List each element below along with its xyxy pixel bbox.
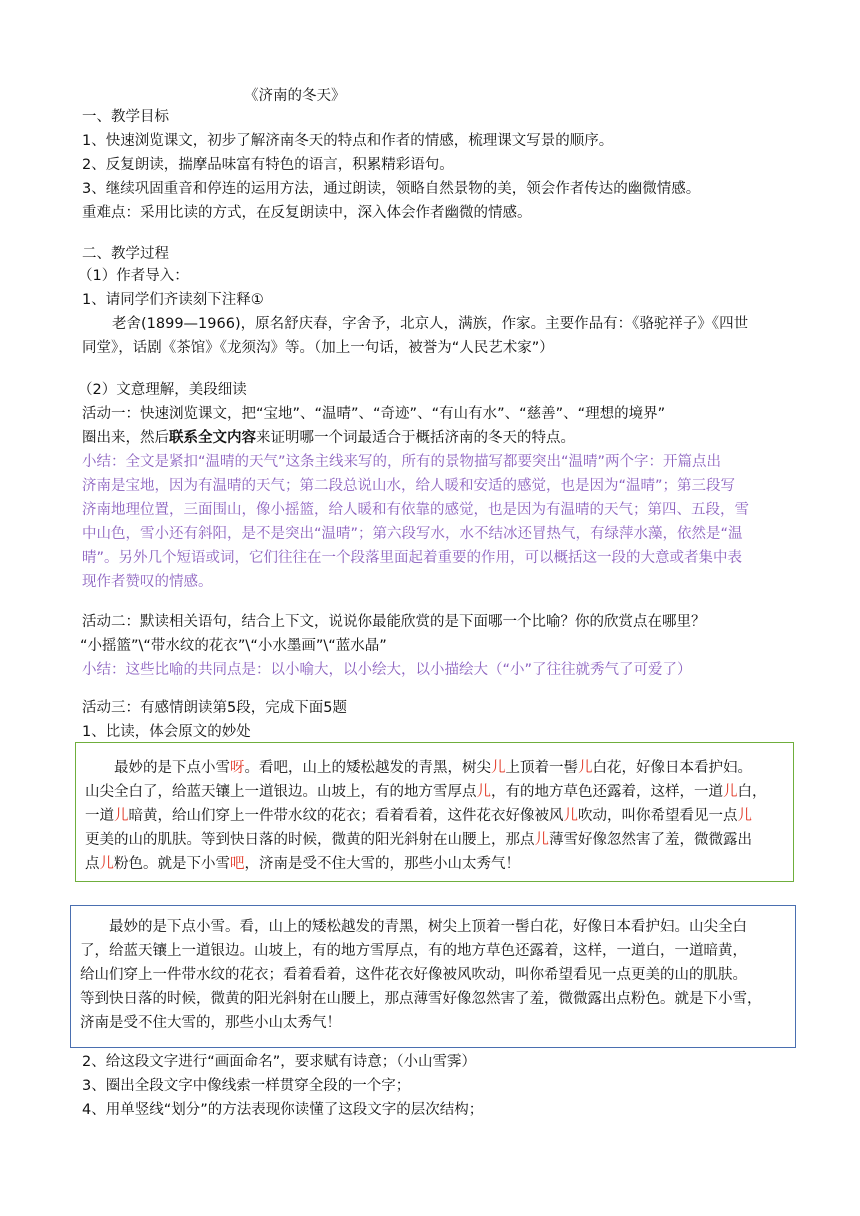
- highlight-char: 儿: [114, 808, 129, 824]
- modified-text-line: 了，给蓝天镶上一道银边。山坡上，有的地方雪厚点，有的地方草色还露着，这样，一道白，一道暗黄，: [80, 943, 747, 959]
- modified-text-line: 等到快日落的时候，微黄的阳光斜射在山腰上，那点薄雪好像忽然害了羞，微微露出点粉色。就是下小雪，: [80, 991, 762, 1007]
- activity-one-text: 圈出来，然后: [82, 430, 169, 446]
- goal-item: 1、快速浏览课文，初步了解济南冬天的特点和作者的情感，梳理课文写景的顺序。: [82, 133, 614, 149]
- activity-one-text: 来证明哪一个词最适合于概括济南的冬天的特点。: [256, 430, 575, 446]
- section-heading-goals: 一、教学目标: [82, 109, 169, 125]
- highlight-char: 儿: [491, 760, 506, 776]
- original-text-box: [75, 742, 794, 882]
- key-difficulty: 重难点：采用比读的方式，在反复朗读中，深入体会作者幽微的情感。: [82, 205, 532, 221]
- text-run: 一道: [85, 808, 114, 824]
- summary-one-line: 小结：全文是紧扣“温晴的天气”这条主线来写的，所有的景物描写都要突出“温晴”两个字：开篇点出: [82, 454, 722, 470]
- question-four: 4、用单竖线“划分”的方法表现你读懂了这段文字的层次结构；: [82, 1102, 484, 1118]
- modified-text-line: 最妙的是下点小雪。看，山上的矮松越发的青黑，树尖上顶着一髻白花，好像日本看护妇。山尖全白: [109, 919, 747, 935]
- highlight-char: 吧: [230, 856, 245, 872]
- question-two: 2、给这段文字进行“画面命名”，要求赋有诗意；（小山雪霁）: [82, 1054, 476, 1070]
- activity-one-emphasis: 联系全文内容: [169, 430, 256, 446]
- summary-one-line: 中山色，雪小还有斜阳，是不是突出“温晴”；第六段写水，水不结冰还冒热气，有绿萍水藻，依然是“温: [82, 526, 743, 542]
- text-run: 更美的山的肌肤。等到快日落的时候，微黄的阳光斜射在山腰上，那点: [85, 832, 535, 848]
- text-run: 上顶着一髻: [505, 760, 578, 776]
- original-text-line: [114, 758, 752, 778]
- text-run: ，有的地方草色还露着，这样，一道: [491, 784, 723, 800]
- modified-text-line: 给山们穿上一件带水纹的花衣；看着看着，这件花衣好像被风吹动，叫你希望看见一点更美的山的肌肤。: [80, 967, 747, 983]
- part-heading-reading: （2）文意理解，美段细读: [78, 382, 247, 398]
- highlight-char: 儿: [476, 784, 491, 800]
- highlight-char: 儿: [578, 760, 593, 776]
- text-run: 白，: [737, 784, 767, 800]
- author-note-line: 老舍(1899—1966)，原名舒庆春，字舍予，北京人，满族，作家。主要作品有：《骆驼祥子》《四世: [112, 316, 749, 332]
- goal-item: 3、继续巩固重音和停连的运用方法，通过朗读，领略自然景物的美，领会作者传达的幽微情感。: [82, 181, 701, 197]
- highlight-char: 儿: [737, 808, 752, 824]
- text-run: 暗黄，给山们穿上一件带水纹的花衣；看着看着，这件花衣好像被风: [128, 808, 564, 824]
- highlight-char: 儿: [723, 784, 738, 800]
- summary-two: 小结：这些比喻的共同点是：以小喻大，以小绘大，以小描绘大（“小”了往往就秀气了可爱了）: [82, 662, 692, 678]
- question-three: 3、圈出全段文字中像线索一样贯穿全段的一个字；: [82, 1078, 411, 1094]
- text-run: 最妙的是下点小雪: [114, 760, 230, 776]
- highlight-char: 儿: [99, 856, 114, 872]
- text-run: 点: [85, 856, 100, 872]
- summary-one-line: 晴”。另外几个短语或词，它们往往在一个段落里面起着重要的作用，可以概括这一段的大意或者集中表: [82, 550, 743, 566]
- original-text-line: [85, 782, 767, 802]
- text-run: 吹动，叫你希望看见一点: [578, 808, 738, 824]
- activity-two: 活动二：默读相关语句，结合上下文，说说你最能欣赏的是下面哪一个比喻？你的欣赏点在哪里？: [82, 614, 706, 630]
- activity-three: 活动三：有感情朗读第5段，完成下面5题: [82, 700, 347, 716]
- metaphor-options: “小摇篮”\“带水纹的花衣”\“小水墨画”\“蓝水晶”: [80, 638, 387, 654]
- section-heading-process: 二、教学过程: [82, 246, 169, 262]
- highlight-char: 儿: [534, 832, 549, 848]
- summary-one-line: 现作者赞叹的情感。: [82, 574, 213, 590]
- summary-one-line: 济南是宝地，因为有温晴的天气；第二段总说山水，给人暖和安适的感觉，也是因为“温晴”；第三段写: [82, 478, 736, 494]
- summary-one-line: 济南地理位置，三面围山，像小摇篮，给人暖和有依靠的感觉，也是因为有温晴的天气；第四、五段，雪: [82, 502, 749, 518]
- modified-text-line: 济南是受不住大雪的，那些小山太秀气！: [80, 1015, 341, 1031]
- original-text-line: [85, 830, 752, 850]
- author-note-line: 同堂》，话剧《茶馆》《龙须沟》等。（加上一句话，被誉为“人民艺术家”）: [82, 340, 554, 356]
- activity-one-line: [82, 428, 575, 448]
- part-heading-author: （1）作者导入：: [78, 268, 189, 284]
- text-run: 山尖全白了，给蓝天镶上一道银边。山坡上，有的地方雪厚点: [85, 784, 477, 800]
- document-title: 《济南的冬天》: [244, 88, 346, 104]
- task-item: 1、请同学们齐读刻下注释①: [82, 292, 264, 308]
- text-run: 薄雪好像忽然害了羞，微微露出: [549, 832, 752, 848]
- text-run: 。看吧，山上的矮松越发的青黑，树尖: [244, 760, 491, 776]
- text-run: ，济南是受不住大雪的，那些小山太秀气！: [244, 856, 520, 872]
- original-text-line: [85, 806, 752, 826]
- activity-one-line: 活动一：快速浏览课文，把“宝地”、“温晴”、“奇迹”、“有山有水”、“慈善”、“理想的境界”: [82, 406, 666, 422]
- highlight-char: 呀: [230, 760, 245, 776]
- text-run: 粉色。就是下小雪: [114, 856, 230, 872]
- modified-text-box: [70, 905, 796, 1048]
- highlight-char: 儿: [563, 808, 578, 824]
- text-run: 白花，好像日本看护妇。: [592, 760, 752, 776]
- original-text-line: [85, 854, 520, 874]
- goal-item: 2、反复朗读，揣摩品味富有特色的语言，积累精彩语句。: [82, 157, 454, 173]
- question-one: 1、比读，体会原文的妙处: [82, 724, 251, 740]
